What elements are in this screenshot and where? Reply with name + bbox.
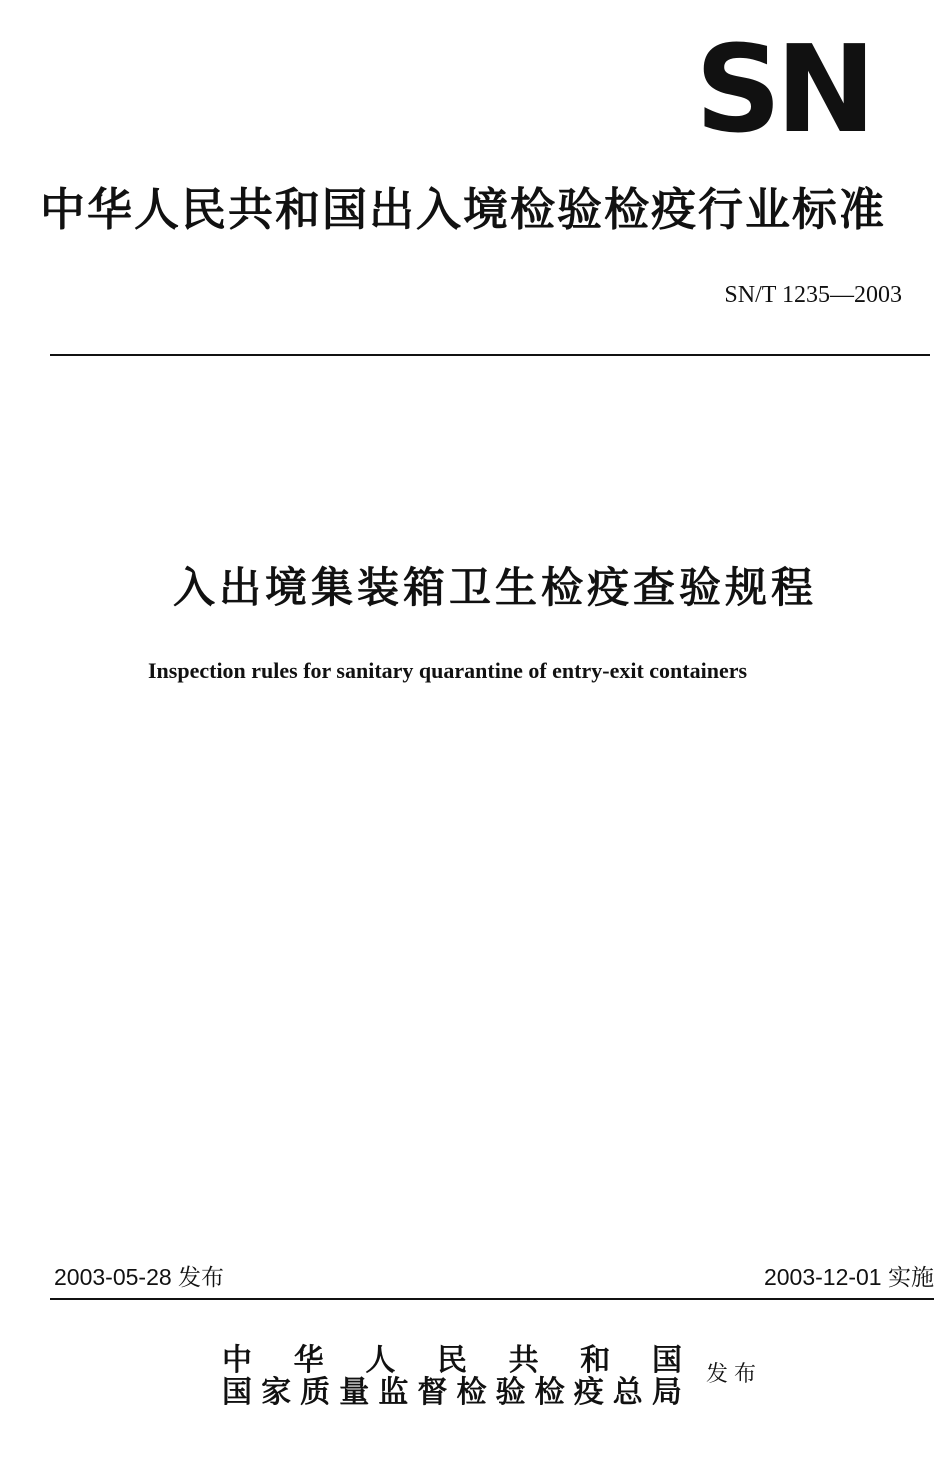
issuer-agency (222, 1376, 682, 1410)
issuer-agency-char: 疫 (573, 1375, 604, 1410)
standard-code: SN/T 1235—2003 (724, 282, 902, 308)
issuer-agency-char: 局 (651, 1375, 682, 1410)
issuer-agency-char: 总 (612, 1375, 643, 1410)
issuer-agency-char: 量 (339, 1375, 370, 1410)
issuer-agency-char: 检 (534, 1375, 565, 1410)
issuer-country-char: 民 (436, 1343, 467, 1378)
issuer-country-char: 共 (508, 1343, 539, 1378)
bottom-divider (50, 1298, 934, 1300)
issuer-agency-char: 检 (456, 1375, 487, 1410)
issuer-country-char: 华 (293, 1343, 324, 1378)
effective-date: 2003-12-01 实施 (763, 1264, 934, 1290)
document-title-chinese: 入出境集装箱卫生检疫查验规程 (172, 563, 817, 612)
publish-date: 2003-05-28 发布 (54, 1264, 225, 1290)
issuer-agency-char: 验 (495, 1375, 526, 1410)
issuer-agency-char: 督 (417, 1375, 448, 1410)
sn-logo: SN (695, 21, 870, 160)
issuer-suffix: 发布 (706, 1362, 763, 1387)
issuer-country-char: 和 (580, 1343, 611, 1378)
issuer-country-char: 人 (365, 1343, 396, 1378)
top-divider (50, 354, 930, 356)
issuer-country-char: 中 (222, 1343, 252, 1378)
issuer-agency-char: 国 (222, 1375, 252, 1410)
issuer-agency-char: 监 (378, 1375, 409, 1410)
issuer-country-char: 国 (651, 1343, 682, 1378)
issuer-country (222, 1344, 682, 1378)
standard-category-title: 中华人民共和国出入境检验检疫行业标准 (40, 183, 887, 236)
issuer-agency-char: 质 (300, 1375, 331, 1410)
document-title-english: Inspection rules for sanitary quarantine of entry-exit containers (148, 658, 748, 683)
issuer-agency-char: 家 (261, 1375, 292, 1410)
